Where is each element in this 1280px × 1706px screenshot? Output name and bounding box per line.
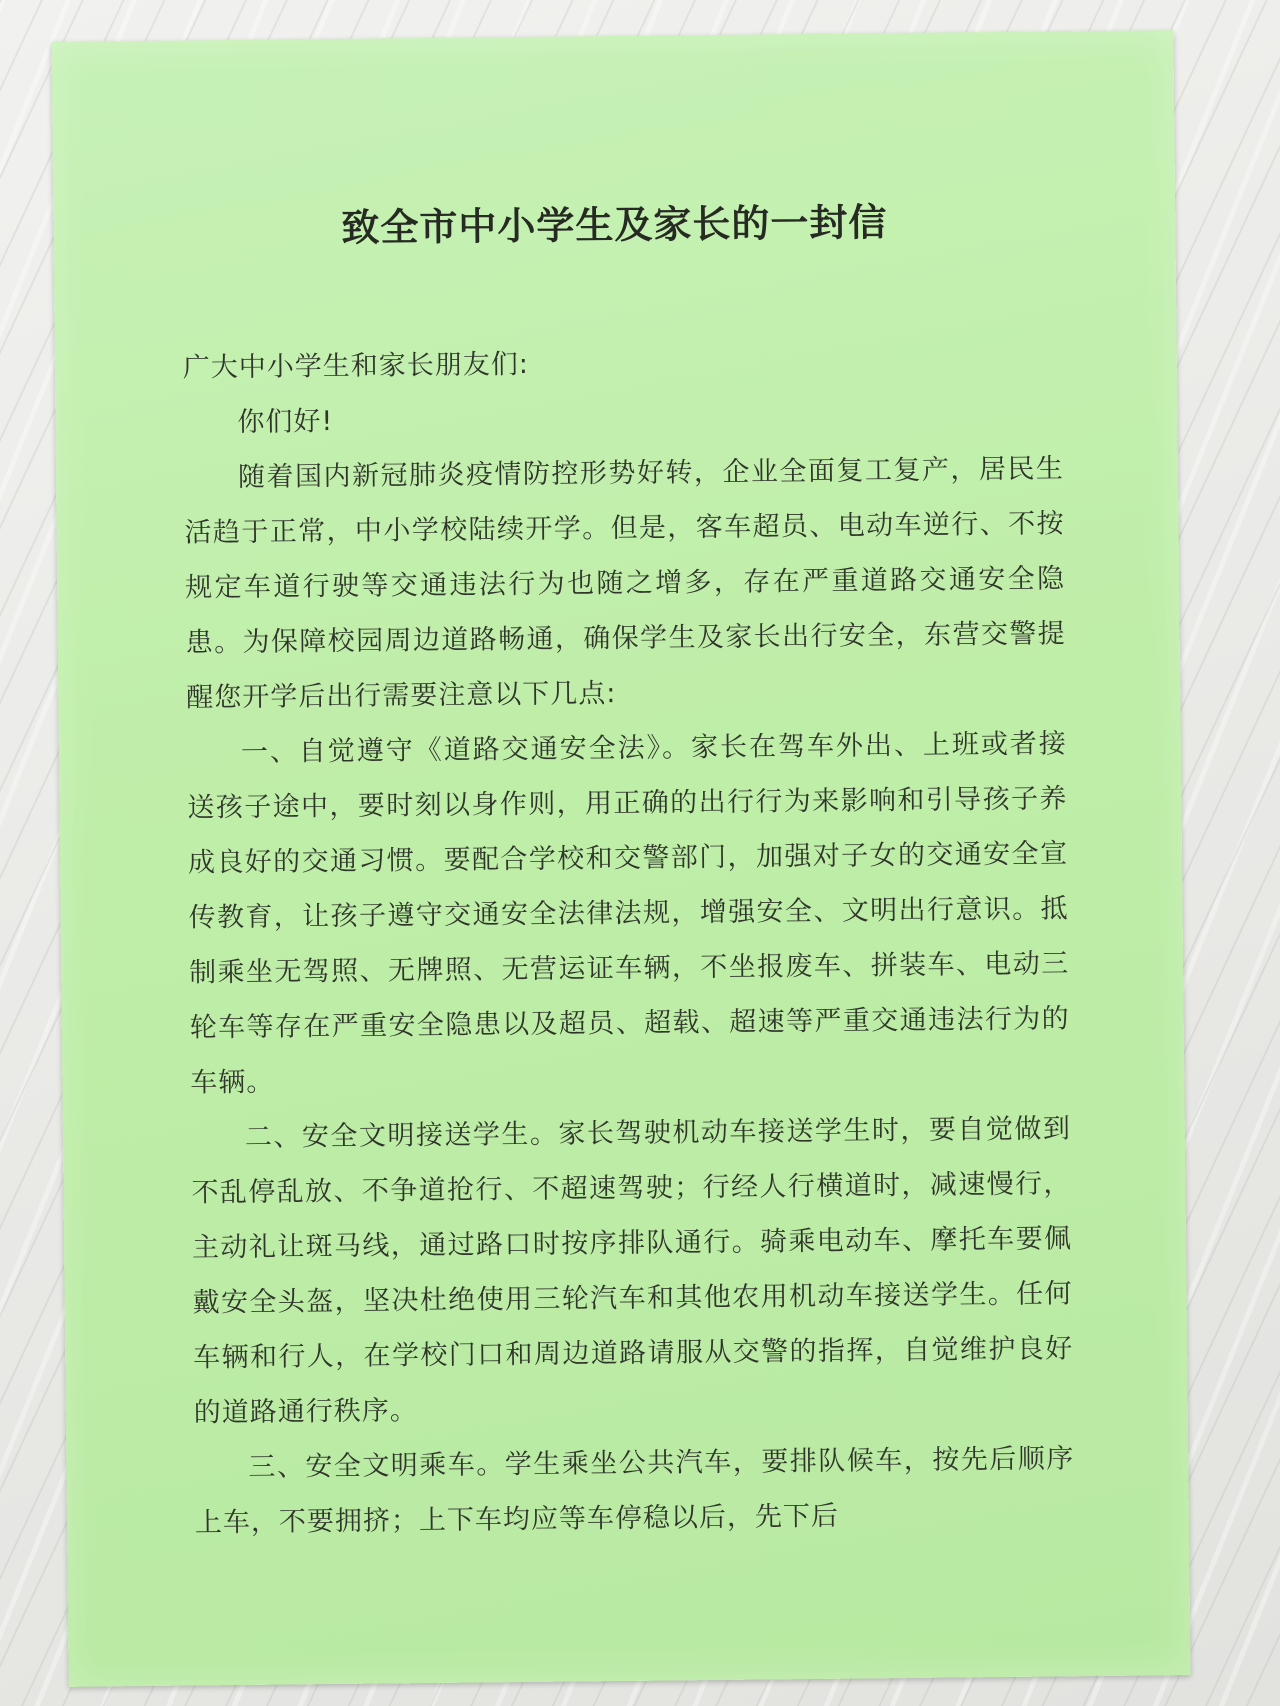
letter-body [183, 331, 1076, 1550]
letter-greeting: 你们好! [237, 405, 334, 438]
letter-intro-paragraph: 随着国内新冠肺炎疫情防控形势好转，企业全面复工复产，居民生活趋于正常，中小学校陆续开学。但是，客车超员、电动车逆行、不按规定车道行驶等交通违法行为也随之增多，存在严重道路交通安全隐患。为保障校园周边道路畅通，确保学生及家长出行安全，东营交警提醒您开学后出行需要注意以下几点: [184, 453, 1066, 714]
letter-salutation: 广大中小学生和家长朋友们: [182, 348, 530, 384]
letter-point-3: 三、安全文明乘车。学生乘坐公共汽车，要排队候车，按先后顺序上车，不要拥挤；上下车均应等车停稳以后，先下后 [194, 1443, 1075, 1539]
letter-page [51, 30, 1190, 1687]
letter-title: 致全市中小学生及家长的一封信 [341, 199, 888, 250]
letter-point-1: 一、自觉遵守《道路交通安全法》。家长在驾车外出、上班或者接送孩子途中，要时刻以身作则，用正确的出行行为来影响和引导孩子养成良好的交通习惯。要配合学校和交警部门，加强对子女的交通安全宣传教育，让孩子遵守交通安全法律法规，增强安全、文明出行意识。抵制乘坐无驾照、无牌照、无营运证车辆，不坐报废车、拼装车、电动三轮车等存在严重安全隐患以及超员、超载、超速等严重交通违法行为的车辆。 [187, 728, 1070, 1099]
letter-point-2: 二、安全文明接送学生。家长驾驶机动车接送学生时，要自觉做到不乱停乱放、不争道抢行、不超速驾驶；行经人行横道时，减速慢行，主动礼让斑马线，通过路口时按序排队通行。骑乘电动车、摩托车要佩戴安全头盔，坚决杜绝使用三轮汽车和其他农用机动车接送学生。任何车辆和行人，在学校门口和周边道路请服从交警的指挥，自觉维护良好的道路通行秩序。 [191, 1113, 1074, 1429]
